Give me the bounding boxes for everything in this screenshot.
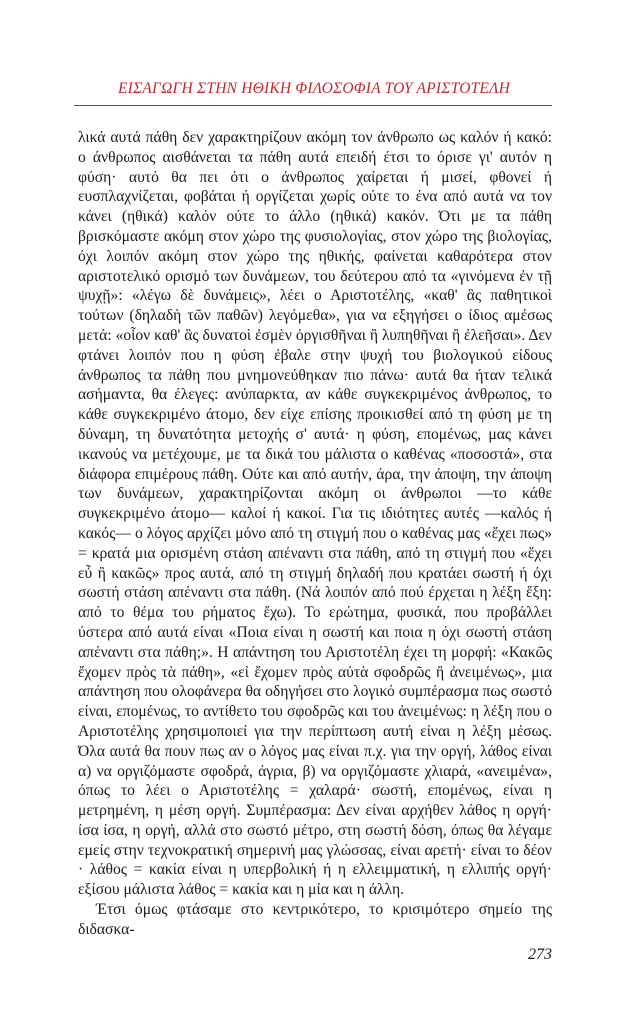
page-number: 273: [528, 946, 552, 963]
body-text: [78, 128, 552, 940]
paragraph-2: Έτσι όμως φτάσαμε στο κεντρικότερο, το κρισιμότερο σημείο της διδασκα-: [78, 901, 552, 938]
header-rule-divider: [74, 105, 552, 106]
running-head-title: ΕΙΣΑΓΩΓΗ ΣΤΗΝ ΗΘΙΚΗ ΦΙΛΟΣΟΦΙΑ ΤΟΥ ΑΡΙΣΤΟΤΕΛΗ: [117, 80, 511, 97]
paragraph-1: λικά αυτά πάθη δεν χαρακτηρίζουν ακόμη τον άνθρωπο ως καλόν ή κακό: ο άνθρωπος αισθάνεται τα πάθη αυτά επειδή έτσι το όρισε γι' αυτόν η φύση· αυτό θα πει ότι ο άνθρωπος χαίρεται ή μισεί, φθονεί ή ευσπλαχνίζεται, φοβάται ή οργίζεται χωρίς ούτε το ένα από αυτά να τον κάνει (ηθικά) καλόν ούτε το άλλο (ηθικά) κακόν. Ότι με τα πάθη βρισκόμαστε ακόμη στον χώρο της φυσιολογίας, στον χώρο της βιολογίας, όχι λοιπόν ακόμη στον χώρο της ηθικής, φαίνεται καθαρότερα στον αριστοτελικό ορισμό των δυνάμεων, του δεύτερου από τα «γινόμενα ἐν τῇ ψυχῇ»: «λέγω δὲ δυνάμεις», λέει ο Αριστοτέλης, «καθ' ἃς παθητικοὶ τούτων (δηλαδὴ τῶν παθῶν) λεγόμεθα», για να εξηγήσει ο ίδιος αμέσως μετά: «οἷον καθ' ἃς δυνατοὶ ἐσμὲν ὀργισθῆναι ἢ λυπηθῆναι ἢ ἐλεῆσαι». Δεν φτάνει λοιπόν που η φύση έβαλε στην ψυχή του βιολογικού είδους άνθρωπος τα πάθη που μνημονεύθηκαν πιο πάνω· αυτά θα ήταν τελικά ασήμαντα, θα έλεγες: ανύπαρκτα, αν κάθε συγκεκριμένος άνθρωπος, το κάθε συγκεκριμένο άτομο, δεν είχε επίσης προικισθεί από τη φύση με τη δύναμη, τη δυνατότητα μετοχής σ' αυτά· η φύση, επομένως, μας κάνει ικανούς να μετέχουμε, με τα δικά του μάλιστα ο καθένας «ποσοστά», στα διάφορα επιμέρους πάθη. Ούτε και από αυτήν, άρα, την άποψη, την άποψη των δυνάμεων, χαρακτηρίζονται ακόμη οι άνθρωποι —το κάθε συγκεκριμένο άτομο— καλοί ή κακοί. Για τις ιδιότητες αυτές —καλός ή κακός— ο λόγος αρχίζει μόνο από τη στιγμή που ο καθένας μας «ἔχει πως» = κρατά μια ορισμένη στάση απέναντι στα πάθη, από τη στιγμή που «ἔχει εὖ ἢ κακῶς» προς αυτά, από τη στιγμή δηλαδή που κρατάει σωστή ή όχι σωστή στάση απέναντι στα πάθη. (Νά λοιπόν από πού έρχεται η λέξη ἕξη: από το θέμα του ρήματος ἔχω). Το ερώτημα, φυσικά, που προβάλλει ύστερα από αυτά είναι «Ποια είναι η σωστή και ποια η όχι σωστή στάση απέναντι στα πάθη;». Η απάντηση του Αριστοτέλη έχει τη μορφή: «Κακῶς ἔχομεν πρὸς τὰ πάθη», «εἰ ἔχομεν πρὸς αὐτὰ σφοδρῶς ἢ ἀνειμένως», μια απάντηση που ολοφάνερα θα οδηγήσει στο λογικό συμπέρασμα πως σωστό είναι, επομένως, το αντίθετο του σφοδρῶς και του ἀνειμένως: η λέξη που ο Αριστοτέλης χρησιμοποιεί για την περίπτωση αυτή είναι η λέξη μέσως. Όλα αυτά θα πουν πως αν ο λόγος μας είναι π.χ. για την οργή, λάθος είναι α) να οργιζόμαστε σφοδρά, άγρια, β) να οργιζόμαστε χλιαρά, «ανειμένα», όπως το λέει ο Αριστοτέλης = χαλαρά· σωστή, επομένως, είναι η μετρημένη, η μέση οργή. Συμπέρασμα: Δεν είναι αρχήθεν λάθος η οργή· ίσα ίσα, η οργή, αλλά στο σωστό μέτρο, στη σωστή δόση, όπως θα λέγαμε εμείς στην τεχνοκρατική σημερινή μας γλώσσας, είναι αρετή· είναι το δέον · λάθος = κακία είναι η υπερβολική ή η ελλειμματική, η ελλιπής οργή· εξίσου μάλιστα λάθος = κακία και η μία και η άλλη.: [78, 129, 552, 899]
